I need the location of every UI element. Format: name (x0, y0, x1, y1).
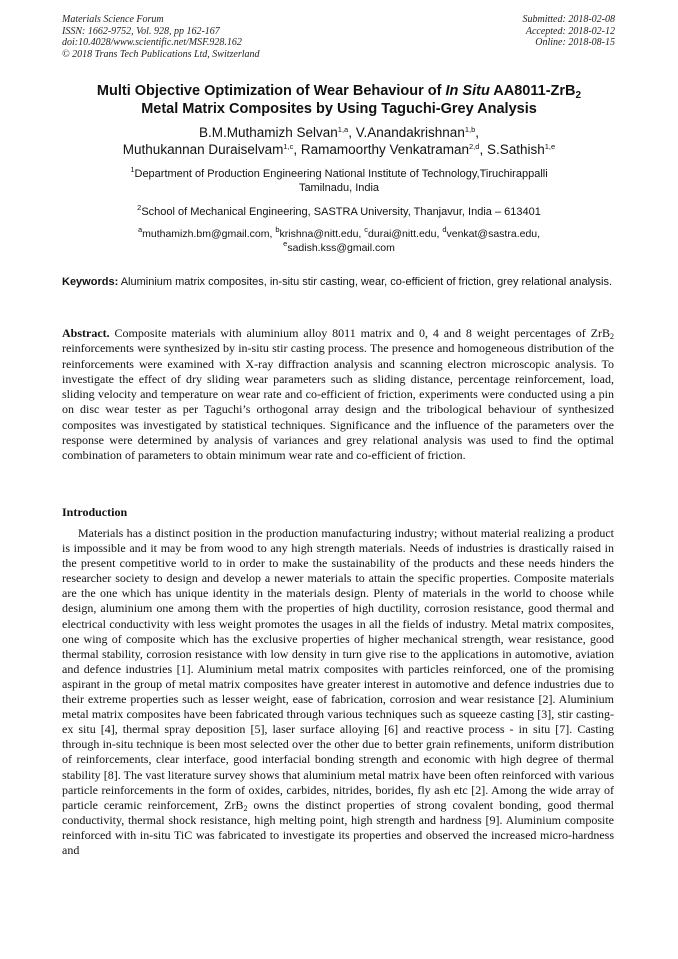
affiliation-1-line-2: Tamilnadu, India (298, 182, 380, 194)
affiliation-1 (70, 167, 608, 195)
email-sup: a (137, 225, 143, 234)
introduction-text-2: owns the distinct properties of strong covalent bonding, good thermal conductivity, thermal shock resistance, high melting point, high strength and hardness [9]. Aluminium composite reinforced with in-situ TiC was fabricated to investigate its properties and observed the increased micro-hardness and (62, 797, 614, 857)
author-name: V.Anandakrishnan (355, 125, 465, 140)
email-sup: d (442, 225, 447, 234)
journal-issn: ISSN: 1662-9752, Vol. 928, pp 162-167 (62, 25, 220, 37)
author-affil-sup: 1,c (283, 142, 294, 151)
abstract-text-1: Composite materials with aluminium alloy 8011 matrix and 0, 4 and 8 weight percentages of ZrB (109, 326, 610, 340)
author-affil-sup: 1,b (464, 125, 476, 134)
journal-header-right (523, 14, 616, 49)
title-line-2: Metal Matrix Composites by Using Taguchi-Grey Analysis (141, 101, 537, 117)
author-separator: , (348, 125, 356, 140)
title-pre: Multi Objective Optimization of Wear Behaviour of (96, 83, 446, 99)
author-name: S.Sathish (486, 142, 545, 157)
keywords-section (62, 275, 614, 290)
title-line-1 (50, 82, 628, 100)
affiliation-number: 1 (130, 165, 135, 174)
author-list (40, 124, 638, 158)
email-sup: b (275, 225, 280, 234)
accepted-date: Accepted: 2018-02-12 (525, 25, 615, 37)
email-sup: c (364, 225, 369, 234)
online-date: Online: 2018-08-15 (535, 37, 615, 48)
authors-line-2 (40, 141, 638, 158)
submitted-date: Submitted: 2018-02-08 (522, 14, 615, 25)
journal-copyright: © 2018 Trans Tech Publications Ltd, Switzerland (62, 48, 260, 60)
email-link[interactable]: krishna@nitt.edu, (279, 228, 365, 240)
affiliation-text: School of Mechanical Engineering, SASTRA University, Thanjavur, India – 613401 (141, 206, 541, 218)
keywords-label: Keywords: (62, 276, 119, 288)
author-separator: , (479, 142, 487, 157)
keywords-text: Aluminium matrix composites, in-situ stir casting, wear, co-efficient of friction, grey relational analysis. (118, 276, 613, 288)
email-link[interactable]: durai@nitt.edu, (368, 228, 443, 240)
introduction-text-1: Materials has a distinct position in the production manufacturing industry; without material realizing a product is impossible and it may be from wood to any high strength materials. Needs of industries is drastically raised in the present competitive world to in order to make the sustainability of the products and these needs hinders the researcher society to design and develop a newer materials to attain the specific properties. Composite materials are the one which has unique identity in the materials design. Plenty of materials in the world to choose while design, aluminium one among them with the properties of high ductility, corrosion resistance, good thermal and electrical conductivity with less weight promotes the usages in all the fields of industry. Metal matrix composites, one wing of composite which has the exclusive properties of higher mechanical strength, wear resistance, good thermal stability, corrosion resistance with low density in turn give rise to the applications in automotive, aviation and defence industries [1]. Aluminium metal matrix composites with particles reinforced, one of the promising aspirant in the group of metal matrix composites have greater interest in automotive and defence industries due to their extreme properties such as lesser weight, ease of fabrication, corrosion and wear resistance [2]. Aluminium metal matrix composites have been fabricated through various techniques such as squeeze casting [3], stir casting-ex situ [4], thermal spray deposition [5], laser surface alloying [6] and reactive process - in situ [7]. Casting through in-situ technique is been most selected over the other due to better grain refinements, uniform distribution of reinforcements, clear interface, good interfacial bonding strength and economic with high degree of thermal stability [8]. The vast literature survey shows that aluminium metal matrix have been often reinforced with various particle reinforcements in the form of oxides, carbides, nitrides, borides, fly ash etc [2]. Among the wide array of particle ceramic reinforcement, ZrB (62, 526, 614, 812)
abstract-label: Abstract. (62, 326, 110, 340)
authors-line-1 (40, 124, 638, 141)
emails-line-2 (70, 241, 608, 255)
author-affil-sup: 2,d (469, 142, 480, 151)
author-separator: , (475, 125, 480, 140)
journal-header-left (62, 14, 260, 60)
email-link[interactable]: muthamizh.bm@gmail.com, (142, 228, 276, 240)
author-name: Muthukannan Duraiselvam (122, 142, 284, 157)
journal-name: Materials Science Forum (62, 14, 164, 25)
email-link[interactable]: venkat@sastra.edu, (446, 228, 541, 240)
email-link[interactable]: sadish.kss@gmail.com (287, 242, 395, 254)
introduction-subscript: 2 (243, 803, 248, 813)
email-sup: e (283, 239, 288, 248)
author-name: Ramamoorthy Venkatraman (300, 142, 469, 157)
introduction-body (62, 526, 614, 858)
abstract-section (62, 326, 614, 464)
affiliation-1-line-1 (70, 167, 608, 181)
journal-doi: doi:10.4028/www.scientific.net/MSF.928.162 (62, 37, 242, 48)
paper-title (50, 82, 628, 118)
author-name: B.M.Muthamizh Selvan (198, 125, 338, 140)
title-insitu: In Situ (445, 83, 490, 99)
author-separator: , (293, 142, 301, 157)
title-mid: AA8011-ZrB (489, 83, 576, 99)
affiliation-number: 2 (137, 203, 142, 212)
affiliation-2 (70, 205, 608, 219)
abstract-text-2: reinforcements were synthesized by in-situ stir casting process. The presence and homogeneous distribution of the reinforcements were examined with X-ray diffraction analysis and scanning electron microscopic analysis. To investigate the effect of dry sliding wear parameters such as sliding distance, percentage reinforcement, load, sliding velocity and temperature on wear rate and co-efficient of friction, experiments were conducted using a pin on disc wear tester as per Taguchi’s orthogonal array design and the tribological behaviour of synthesized composites was investigated by statistical techniques. Significance and the influence of the parameters over the response were determined by analysis of variances and grey relational analysis was used to find the optimal combination of parameters to obtain minimum wear rate and co-efficient of friction. (62, 341, 614, 463)
introduction-heading: Introduction (62, 505, 128, 519)
author-emails (70, 227, 608, 255)
affiliation-text: Department of Production Engineering National Institute of Technology,Tiruchirappalli (134, 168, 548, 180)
emails-line-1 (70, 227, 608, 241)
author-affil-sup: 1,a (337, 125, 349, 134)
abstract-subscript: 2 (610, 332, 614, 341)
title-subscript: 2 (575, 90, 582, 101)
affiliation-2-line (70, 205, 608, 219)
author-affil-sup: 1,e (544, 142, 556, 151)
